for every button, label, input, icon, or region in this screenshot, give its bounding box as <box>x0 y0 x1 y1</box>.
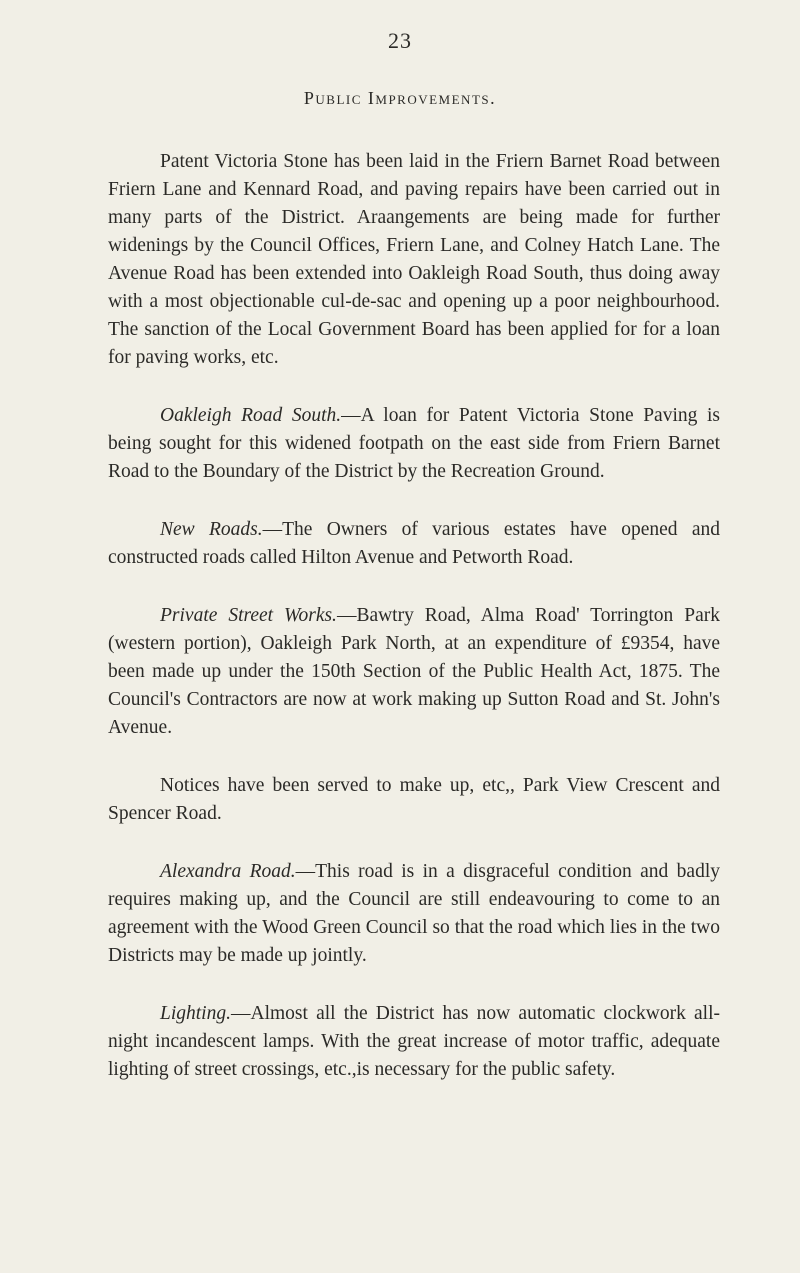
paragraph-text: —A loan for Patent Victoria Stone Paving is being sought for this widened footpath on the east side from Friern Barnet Road to the Boundary of the District by the Recreation Ground. <box>108 405 721 482</box>
paragraph-lead: Alexandra Road. <box>160 861 296 882</box>
document-body <box>108 148 720 1114</box>
paragraph-notices <box>108 772 720 828</box>
section-title: Public Improvements. <box>303 88 497 108</box>
paragraph-oakleigh-road-south <box>108 402 720 486</box>
paragraph-paving <box>108 148 720 372</box>
paragraph-text: —The Owners of various estates have opened and constructed roads called Hilton Avenue and Petworth Road. <box>108 519 721 568</box>
paragraph-lighting <box>108 1000 720 1084</box>
paragraph-text: —Bawtry Road, Alma Road' Torrington Park (western portion), Oakleigh Park North, at an expenditure of £9354, have been made up under the 150th Section of the Public Health Act, 1875. The Council's Contractors are now at work making up Sutton Road and St. John's Avenue. <box>108 605 720 738</box>
paragraph-text: Notices have been served to make up, etc,, Park View Crescent and Spencer Road. <box>108 775 720 824</box>
paragraph-lead: Private Street Works. <box>160 605 337 626</box>
paragraph-lead: Lighting. <box>160 1003 231 1024</box>
paragraph-lead: New Roads. <box>160 519 263 540</box>
paragraph-text: Patent Victoria Stone has been laid in the Friern Barnet Road between Friern Lane and Kennard Road, and paving repairs have been carried out in many parts of the District. Araangements are being made for further widenings by the Council Offices, Friern Lane, and Colney Hatch Lane. The Avenue Road has been extended into Oakleigh Road South, thus doing away with a most objectionable cul-de-sac and opening up a poor neighbourhood. The sanction of the Local Government Board has been applied for for a loan for paving works, etc. <box>108 151 720 368</box>
paragraph-alexandra-road <box>108 858 720 970</box>
paragraph-lead: Oakleigh Road South. <box>160 405 342 426</box>
paragraph-text: —This road is in a disgraceful condition and badly requires making up, and the Council are still endeavouring to come to an agreement with the Wood Green Council so that the road which lies in the two Districts may be made up jointly. <box>108 861 720 966</box>
page-number: 23 <box>388 28 412 53</box>
paragraph-private-street-works <box>108 602 720 742</box>
paragraph-text: —Almost all the District has now automatic clockwork all-night incandescent lamps. With the great increase of motor traffic, adequate lighting of street crossings, etc.,is necessary for the public safety. <box>108 1003 720 1080</box>
paragraph-new-roads <box>108 516 720 572</box>
